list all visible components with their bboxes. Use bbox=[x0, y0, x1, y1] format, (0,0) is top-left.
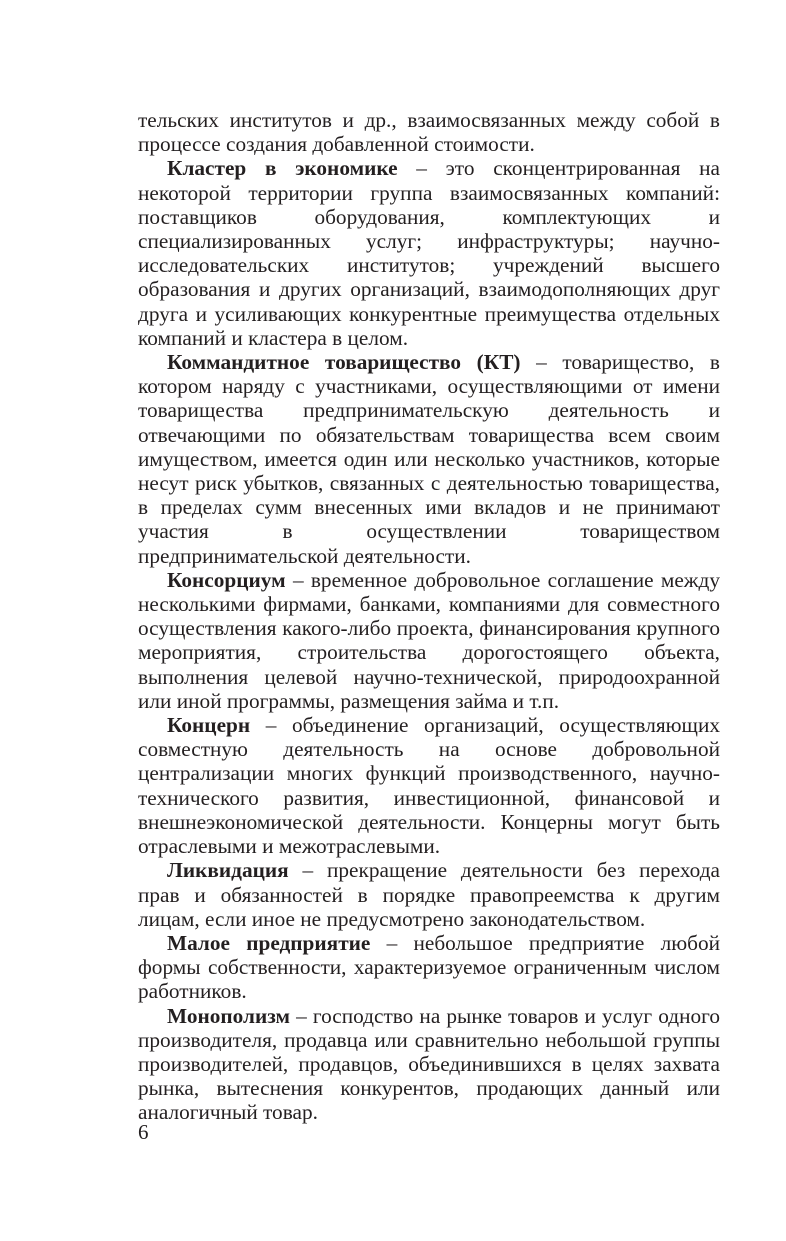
entry-term: Монополизм bbox=[167, 1003, 291, 1028]
glossary-entry-concern bbox=[138, 713, 720, 858]
entry-term: Ликвидация bbox=[167, 858, 289, 883]
entry-definition: – прекращение деятельности без перехода прав и обязанностей в порядке правопреемства к другим лицам, если иное не предусмотрено законодательством. bbox=[138, 858, 720, 931]
entry-term: Консорциум bbox=[167, 567, 286, 592]
glossary-entry-monopolism bbox=[138, 1004, 720, 1125]
entry-definition: – господство на рынке товаров и услуг одного производителя, продавца или сравнительно небольшой группы производителей, продавцов, объединившихся в целях захвата рынка, вытеснения конкурентов, продающих данный или аналогичный товар. bbox=[138, 1003, 720, 1125]
continuation-paragraph: тельских институтов и др., взаимосвязанных между собой в процессе создания добавленной стоимости. bbox=[138, 108, 720, 157]
entry-definition: – это сконцентрированная на некоторой территории группа взаимосвязанных компаний: поставщиков оборудования, комплектующих и специализированных услуг; инфраструктуры; научно-исследовательских институтов; учреждений высшего образования и других организаций, взаимодополняющих друг друга и усиливающих конкурентные преимущества отдельных компаний и кластера в целом. bbox=[138, 156, 720, 350]
page-number: 6 bbox=[138, 1120, 149, 1144]
glossary-entry-limited-partnership bbox=[138, 350, 720, 568]
entry-term: Кластер в экономике bbox=[167, 156, 398, 181]
glossary-entry-small-enterprise bbox=[138, 931, 720, 1004]
glossary-entry-cluster bbox=[138, 156, 720, 350]
entry-definition: – временное добровольное соглашение между несколькими фирмами, банками, компаниями для совместного осуществления какого-либо проекта, финансирования крупного мероприятия, строительства дорогостоящего объекта, выполнения целевой научно-технической, природоохранной или иной программы, размещения займа и т.п. bbox=[138, 567, 720, 713]
entry-definition: – объединение организаций, осуществляющих совместную деятельность на основе добровольной централизации многих функций производственного, научно-технического развития, инвестиционной, финансовой и внешнеэкономической деятельности. Концерны могут быть отраслевыми и межотраслевыми. bbox=[138, 713, 720, 859]
glossary-entry-liquidation bbox=[138, 858, 720, 931]
page-body bbox=[138, 108, 720, 1125]
entry-term: Концерн bbox=[167, 713, 251, 738]
entry-definition: – небольшое предприятие любой формы собственности, характеризуемое ограниченным числом работников. bbox=[138, 930, 720, 1004]
entry-term: Коммандитное товарищество (КТ) bbox=[167, 350, 521, 375]
entry-term: Малое предприятие bbox=[167, 930, 371, 955]
glossary-entry-consortium bbox=[138, 568, 720, 713]
entry-definition: – товарищество, в котором наряду с участниками, осуществляющими от имени товарищества предпринимательскую деятельность и отвечающими по обязательствам товарищества всем своим имуществом, имеется один или несколько участников, которые несут риск убытков, связанных с деятельностью товарищества, в пределах сумм внесенных ими вкладов и не принимают участия в осуществлении товариществом предпринимательской деятельности. bbox=[138, 350, 720, 568]
